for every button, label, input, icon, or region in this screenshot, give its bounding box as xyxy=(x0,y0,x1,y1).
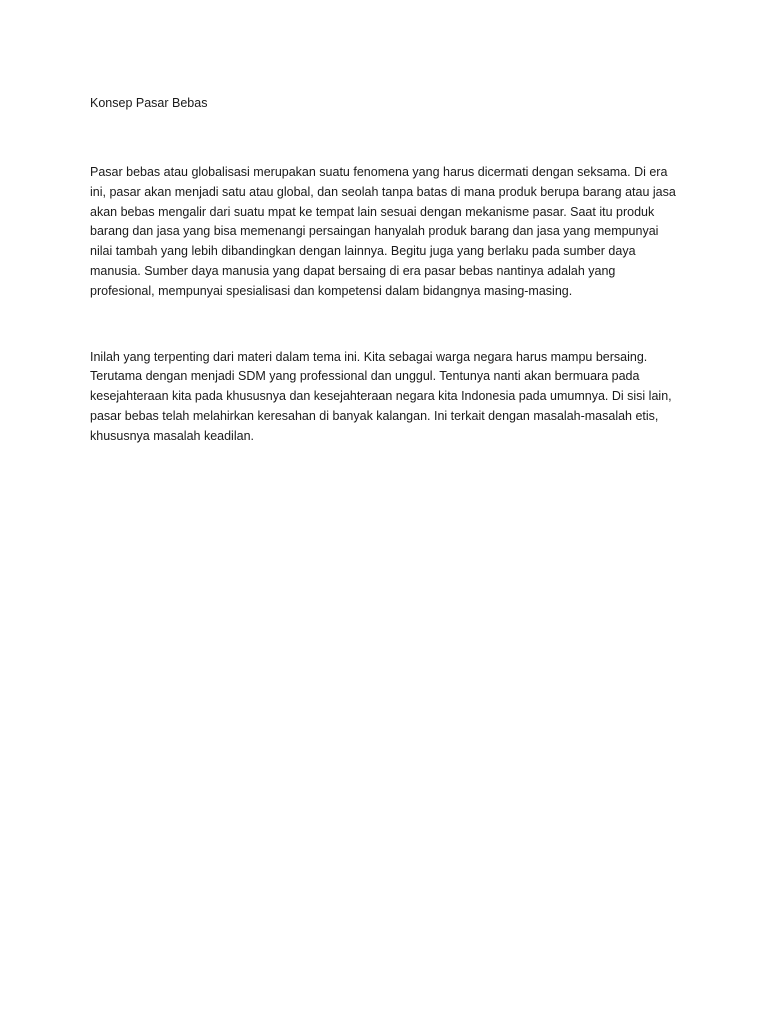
document-title: Konsep Pasar Bebas xyxy=(90,96,208,110)
document-page xyxy=(90,93,680,447)
paragraph-sdm: Inilah yang terpenting dari materi dalam tema ini. Kita sebagai warga negara harus mampu bersaing. Terutama dengan menjadi SDM yang professional dan unggul. Tentunya nanti akan bermuara pada kesejahteraan kita pada khususnya dan kesejahteraan negara kita Indonesia pada umumnya. Di sisi lain, pasar bebas telah melahirkan keresahan di banyak kalangan. Ini terkait dengan masalah-masalah etis, khususnya masalah keadilan. xyxy=(90,349,672,443)
paragraph-pasar-bebas: Pasar bebas atau globalisasi merupakan suatu fenomena yang harus dicermati dengan seksama. Di era ini, pasar akan menjadi satu atau global, dan seolah tanpa batas di mana produk berupa barang atau jasa akan bebas mengalir dari suatu mpat ke tempat lain sesuai dengan mekanisme pasar. Saat itu produk barang dan jasa yang bisa memenangi persaingan hanyalah produk barang dan jasa yang mempunyai nilai tambah yang lebih dibandingkan dengan lainnya. Begitu juga yang berlaku pada sumber daya manusia. Sumber daya manusia yang dapat bersaing di era pasar bebas nantinya adalah yang profesional, mempunyai spesialisasi dan kompetensi dalam bidangnya masing-masing. xyxy=(90,165,676,298)
